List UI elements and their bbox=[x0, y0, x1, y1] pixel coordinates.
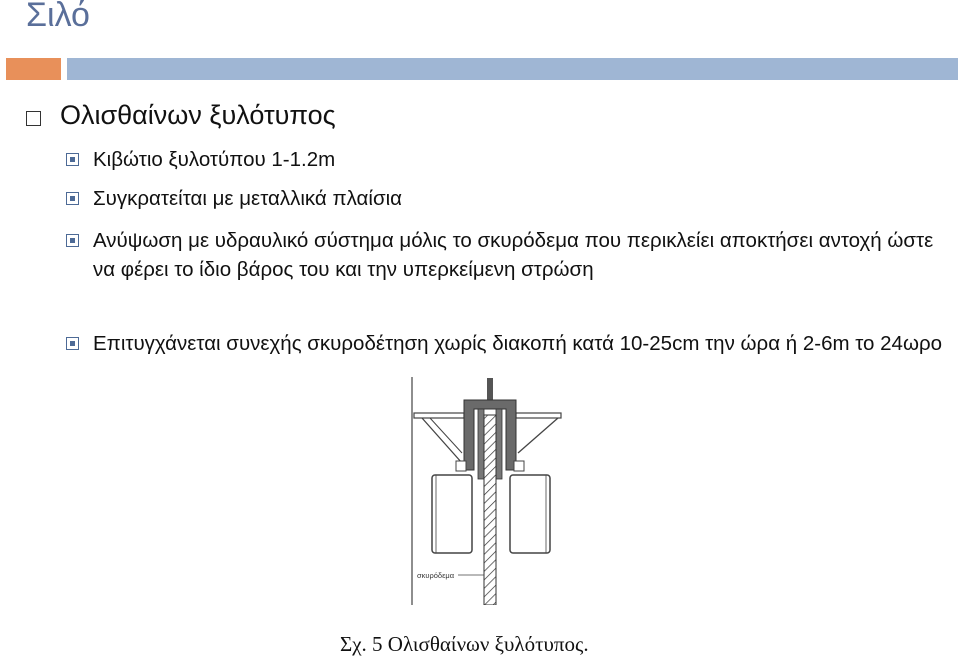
slipform-diagram bbox=[400, 375, 570, 605]
bullet-item bbox=[66, 145, 946, 174]
square-bullet-icon bbox=[66, 153, 79, 166]
square-bullet-icon bbox=[66, 337, 79, 350]
bullet-text: Ανύψωση με υδραυλικό σύστημα μόλις το σκυρόδεμα που περικλείει αποκτήσει αντοχή ώστε να φέρει το ίδιο βάρος του και την υπερκείμενη στρώση bbox=[93, 229, 934, 281]
concrete-label: σκυρόδεμα bbox=[417, 571, 455, 580]
slide-title: Σιλό bbox=[26, 0, 90, 34]
square-bullet-icon bbox=[26, 111, 41, 126]
bullet-item bbox=[66, 226, 946, 284]
bullet-item bbox=[66, 184, 946, 213]
bullet-text: Επιτυγχάνεται συνεχής σκυροδέτηση χωρίς διακοπή κατά 10-25cm την ώρα ή 2-6m το 24ωρο bbox=[93, 332, 943, 355]
square-bullet-icon bbox=[66, 234, 79, 247]
figure-caption: Σχ. 5 Ολισθαίνων ξυλότυπος. bbox=[340, 632, 589, 656]
bullet-text: Συγκρατείται με μεταλλικά πλαίσια bbox=[93, 187, 403, 210]
accent-bar-blue bbox=[67, 58, 958, 80]
square-bullet-icon bbox=[66, 192, 79, 205]
accent-bar-orange bbox=[6, 58, 61, 80]
bullet-text: Κιβώτιο ξυλοτύπου 1-1.2m bbox=[93, 148, 336, 171]
bullet-item bbox=[66, 329, 946, 358]
heading-text: Ολισθαίνων ξυλότυπος bbox=[60, 100, 336, 130]
